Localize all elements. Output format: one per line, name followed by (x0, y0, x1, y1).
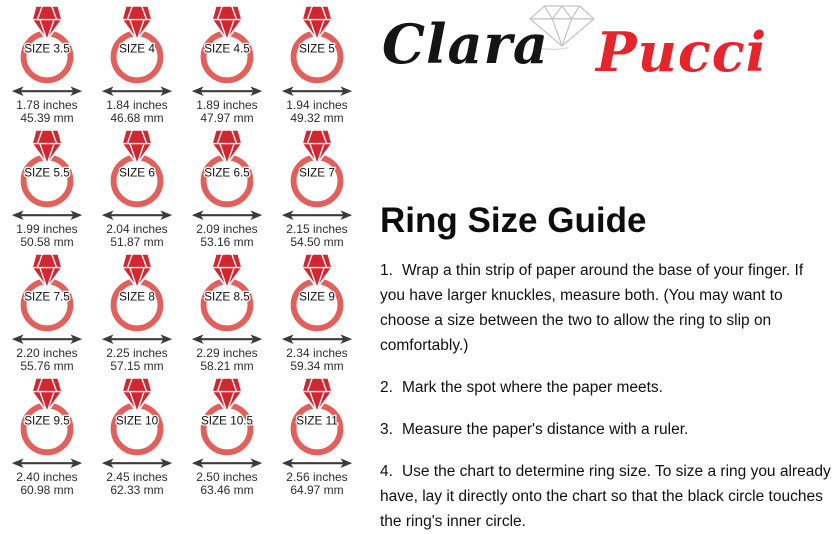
diameter-arrow-icon (102, 210, 172, 220)
ring-size-label: SIZE 4 (119, 42, 155, 56)
instruction-step-4 (380, 459, 832, 534)
ring-illustration (101, 252, 173, 346)
step-text: Mark the spot where the paper meets. (401, 379, 663, 396)
ring-size-cell (182, 252, 272, 376)
ring-illustration (11, 128, 83, 222)
ring-size-cell (2, 376, 92, 500)
ring-illustration (101, 128, 173, 222)
ring-size-label: SIZE 4.5 (204, 42, 250, 56)
ring-size-label: SIZE 7 (299, 166, 335, 180)
ring-measurements (106, 347, 167, 373)
ring-illustration (281, 4, 353, 98)
ring-diameter-mm: 64.97 mm (290, 483, 344, 497)
step-text: Measure the paper's distance with a ruler. (401, 421, 689, 438)
ring-measurements (196, 471, 257, 497)
ring-size-chart (0, 0, 372, 501)
ring-diameter-inches: 1.99 inches (16, 222, 78, 236)
ring-size-label: SIZE 5.5 (24, 166, 70, 180)
ring-size-label: SIZE 9.5 (24, 414, 70, 428)
instruction-steps (380, 258, 832, 534)
ring-size-label: SIZE 6 (119, 166, 155, 180)
ring-size-label: SIZE 8.5 (204, 290, 250, 304)
ring-measurements (106, 223, 167, 249)
ring-diameter-inches: 1.78 inches (16, 98, 78, 112)
brand-name-clara: Clara (382, 12, 549, 76)
ring-size-cell (272, 252, 362, 376)
brand-name-pucci: Pucci (596, 20, 768, 84)
ring-measurements (106, 471, 167, 497)
ring-size-label: SIZE 9 (299, 290, 335, 304)
ring-size-label: SIZE 6.5 (204, 166, 250, 180)
ring-size-cell (92, 4, 182, 128)
instruction-step-1 (380, 258, 832, 358)
ring-illustration (281, 128, 353, 222)
diameter-arrow-icon (282, 334, 352, 344)
diameter-arrow-icon (12, 334, 82, 344)
ring-measurements (286, 99, 347, 125)
ring-diameter-inches: 2.29 inches (196, 346, 258, 360)
ring-diameter-inches: 1.94 inches (286, 98, 348, 112)
ring-diameter-inches: 2.34 inches (286, 346, 348, 360)
ring-illustration (101, 4, 173, 98)
ring-diameter-mm: 55.76 mm (20, 359, 74, 373)
ring-measurements (286, 347, 347, 373)
ring-diameter-inches: 2.15 inches (286, 222, 348, 236)
step-number: 4. (380, 463, 393, 480)
ring-diameter-mm: 46.68 mm (110, 111, 164, 125)
step-number: 1. (380, 262, 393, 279)
ring-illustration (11, 252, 83, 346)
ring-diameter-inches: 2.45 inches (106, 470, 168, 484)
diameter-arrow-icon (192, 458, 262, 468)
ring-measurements (16, 471, 77, 497)
ring-measurements (16, 99, 77, 125)
ring-size-cell (272, 376, 362, 500)
ring-diameter-mm: 57.15 mm (110, 359, 164, 373)
ring-size-cell (182, 4, 272, 128)
ring-size-cell (2, 4, 92, 128)
ring-illustration (281, 376, 353, 470)
ring-measurements (16, 347, 77, 373)
ring-diameter-inches: 1.84 inches (106, 98, 168, 112)
ring-diameter-inches: 2.09 inches (196, 222, 258, 236)
ring-diameter-mm: 45.39 mm (20, 111, 74, 125)
diameter-arrow-icon (192, 86, 262, 96)
info-panel (372, 0, 839, 530)
ring-illustration (191, 376, 263, 470)
ring-size-label: SIZE 10 (115, 414, 159, 428)
ring-diameter-inches: 1.89 inches (196, 98, 258, 112)
ring-measurements (16, 223, 77, 249)
diameter-arrow-icon (102, 334, 172, 344)
ring-illustration (101, 376, 173, 470)
ring-diameter-mm: 63.46 mm (200, 483, 254, 497)
step-number: 3. (380, 421, 393, 438)
ring-size-cell (182, 376, 272, 500)
diameter-arrow-icon (192, 210, 262, 220)
ring-size-cell (2, 128, 92, 252)
ring-measurements (196, 223, 257, 249)
diameter-arrow-icon (282, 210, 352, 220)
ring-diameter-inches: 2.50 inches (196, 470, 258, 484)
ring-size-cell (182, 128, 272, 252)
ring-size-cell (92, 252, 182, 376)
ring-size-label: SIZE 8 (119, 290, 155, 304)
ring-measurements (196, 347, 257, 373)
ring-size-cell (272, 128, 362, 252)
diameter-arrow-icon (12, 458, 82, 468)
ring-diameter-inches: 2.56 inches (286, 470, 348, 484)
step-text: Wrap a thin strip of paper around the base of your finger. If you have larger knuckles, measure both. (You may want to choose a size between the two to allow the ring to slip on comfortably.) (380, 262, 804, 354)
diameter-arrow-icon (102, 86, 172, 96)
instruction-step-3 (380, 417, 832, 442)
ring-diameter-mm: 47.97 mm (200, 111, 254, 125)
diameter-arrow-icon (12, 86, 82, 96)
ring-diameter-inches: 2.25 inches (106, 346, 168, 360)
diameter-arrow-icon (12, 210, 82, 220)
ring-size-cell (272, 4, 362, 128)
ring-illustration (11, 376, 83, 470)
ring-diameter-mm: 54.50 mm (290, 235, 344, 249)
ring-diameter-inches: 2.04 inches (106, 222, 168, 236)
step-number: 2. (380, 379, 393, 396)
ring-size-label: SIZE 10.5 (200, 414, 254, 428)
ring-diameter-mm: 49.32 mm (290, 111, 344, 125)
step-text: Use the chart to determine ring size. To size a ring you already have, lay it directly onto the chart so that the black circle touches the ring's inner circle. (380, 463, 831, 530)
ring-measurements (196, 99, 257, 125)
ring-size-label: SIZE 7.5 (24, 290, 70, 304)
ring-size-label: SIZE 5 (299, 42, 335, 56)
ring-measurements (106, 99, 167, 125)
ring-diameter-mm: 50.58 mm (20, 235, 74, 249)
ring-illustration (11, 4, 83, 98)
ring-diameter-mm: 59.34 mm (290, 359, 344, 373)
ring-diameter-inches: 2.40 inches (16, 470, 78, 484)
ring-size-cell (92, 376, 182, 500)
ring-diameter-mm: 51.87 mm (110, 235, 164, 249)
instruction-step-2 (380, 375, 832, 400)
ring-measurements (286, 223, 347, 249)
ring-illustration (281, 252, 353, 346)
ring-diameter-mm: 58.21 mm (200, 359, 254, 373)
ring-diameter-inches: 2.20 inches (16, 346, 78, 360)
diameter-arrow-icon (102, 458, 172, 468)
ring-diameter-mm: 62.33 mm (110, 483, 164, 497)
ring-diameter-mm: 53.16 mm (200, 235, 254, 249)
ring-measurements (286, 471, 347, 497)
diameter-arrow-icon (282, 86, 352, 96)
brand-logo (380, 0, 833, 100)
diameter-arrow-icon (282, 458, 352, 468)
ring-size-label: SIZE 11 (296, 414, 338, 428)
ring-size-label: SIZE 3.5 (24, 42, 70, 56)
ring-illustration (191, 252, 263, 346)
ring-size-guide-title: Ring Size Guide (380, 201, 647, 240)
diameter-arrow-icon (192, 334, 262, 344)
ring-illustration (191, 128, 263, 222)
ring-diameter-mm: 60.98 mm (20, 483, 74, 497)
ring-size-cell (92, 128, 182, 252)
ring-illustration (191, 4, 263, 98)
ring-size-cell (2, 252, 92, 376)
